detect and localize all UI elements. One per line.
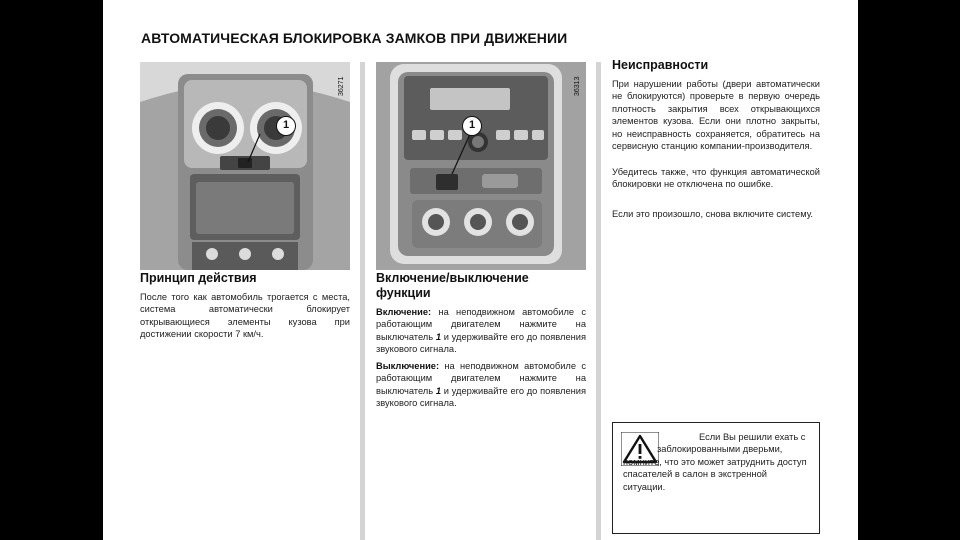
switch-key: 1 <box>435 385 441 396</box>
switch-on-text-b: и удерживайте его до появления звукового сигнала. <box>376 331 586 355</box>
principle-text: После того как автомобиль трогается с места, система автоматически блокирует открывающиеся элементы кузова при достижении скорости 7 км/ч. <box>140 292 350 340</box>
callout-1: 1 <box>462 116 482 136</box>
page-title: АВТОМАТИЧЕСКАЯ БЛОКИРОВКА ЗАМКОВ ПРИ ДВИЖЕНИИ <box>141 30 568 46</box>
column-divider <box>360 62 365 540</box>
figure-dashboard <box>140 62 350 270</box>
switch-key: 1 <box>435 331 441 342</box>
faults-paragraph-3: Если это произошло, снова включите систему. <box>612 209 814 219</box>
figure-number: 36271 <box>338 76 345 96</box>
switch-off-text-a: на неподвижном автомобиле с работающим двигателем нажмите на выключатель <box>376 361 586 396</box>
switch-off-text <box>376 360 586 410</box>
switching-heading <box>376 271 586 301</box>
figure-radio-panel <box>376 62 586 270</box>
warning-text: Если Вы решили ехать с заблокированными дверьми, помните, что это может затруднить доступ спасателей в салон в экстренной ситуации. <box>623 432 807 492</box>
faults-paragraph-2: Убедитесь также, что функция автоматической блокировки не отключена по ошибке. <box>612 167 820 190</box>
manual-page <box>103 0 858 540</box>
figure-number: 36313 <box>574 76 581 96</box>
dashboard-illustration <box>140 62 350 270</box>
warning-box <box>612 422 820 534</box>
switching-heading-line1: Включение/выключение <box>376 271 529 285</box>
switching-heading-line2: функции <box>376 286 431 300</box>
column-divider <box>596 62 601 540</box>
callout-1: 1 <box>276 116 296 136</box>
switch-on-text <box>376 306 586 356</box>
switch-off-text-b: и удерживайте его до появления звукового сигнала. <box>376 385 586 409</box>
faults-paragraph-1: При нарушении работы (двери автоматически не блокируются) проверьте в первую очередь плотность закрытия всех открывающихся элементов кузова. Если они плотно закрыты, но неисправность сохраняется, обратитесь на сервисную станцию компании-производителя. <box>612 79 820 152</box>
radio-panel-illustration <box>376 62 586 270</box>
principle-heading: Принцип действия <box>140 271 257 285</box>
faults-heading: Неисправности <box>612 58 709 72</box>
switch-on-text-a: на неподвижном автомобиле с работающим двигателем нажмите на выключатель <box>376 307 586 342</box>
switch-on-label: Включение: <box>376 307 432 317</box>
switch-off-label: Выключение: <box>376 361 440 371</box>
